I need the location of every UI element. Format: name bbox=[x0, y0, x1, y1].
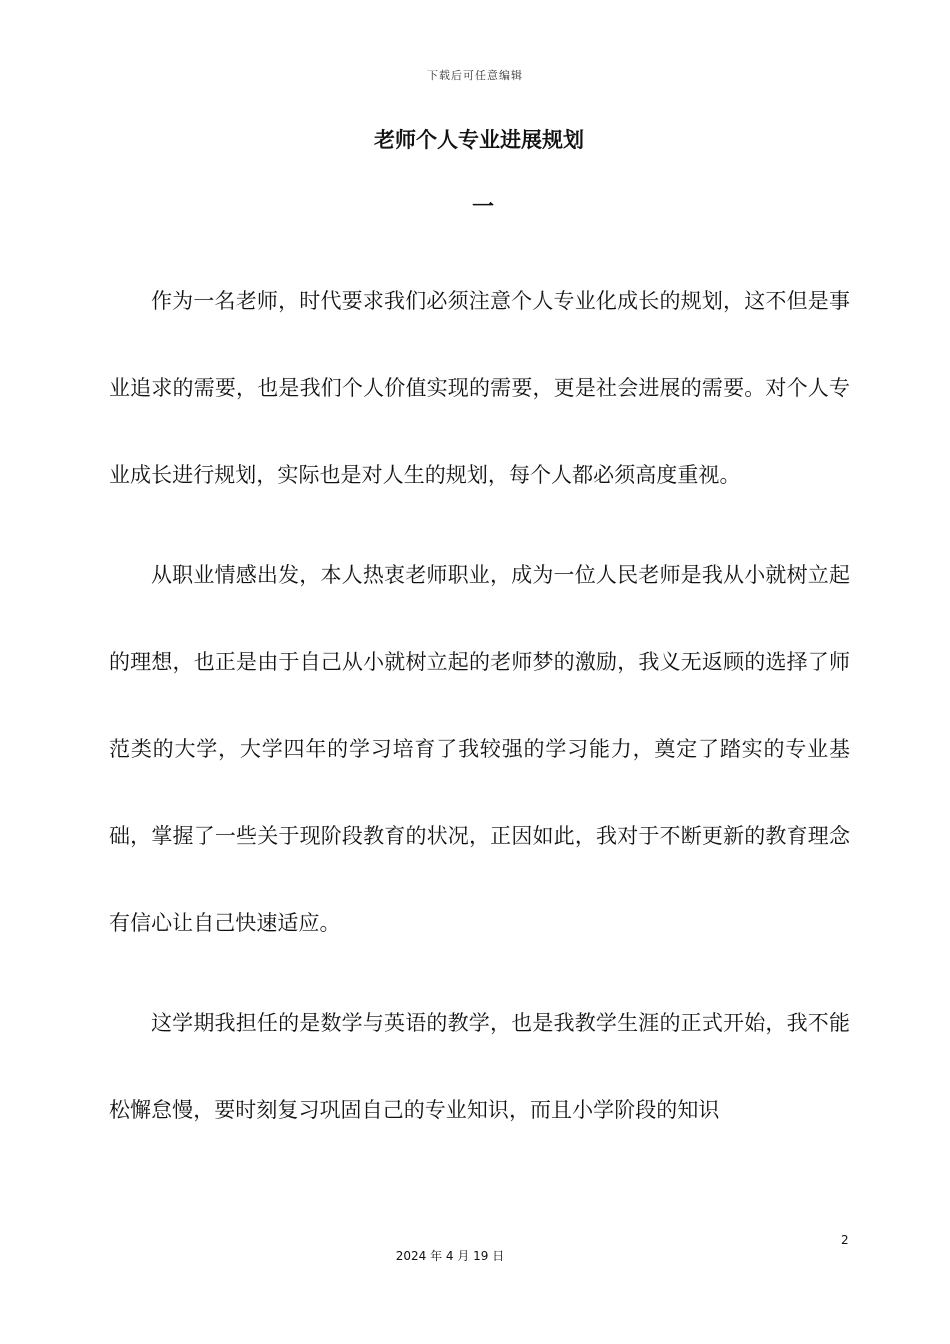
paragraph: 从职业情感出发，本人热衷老师职业，成为一位人民老师是我从小就树立起的理想，也正是由于自己从小就树立起的老师梦的激励，我义无返顾的选择了师范类的大学，大学四年的学习培育了我较强的学习能力，奠定了踏实的专业基础，掌握了一些关于现阶段教育的状况，正因如此，我对于不断更新的教育理念有信心让自己快速适应。 bbox=[109, 563, 850, 935]
paragraph: 作为一名老师，时代要求我们必须注意个人专业化成长的规划，这不但是事业追求的需要，也是我们个人价值实现的需要，更是社会进展的需要。对个人专业成长进行规划，实际也是对人生的规划，每个人都必须高度重视。 bbox=[109, 289, 850, 487]
section-number: 一 bbox=[471, 195, 494, 220]
footer-date: 2024 年 4 月 19 日 bbox=[395, 1249, 505, 1263]
document-title: 老师个人专业进展规划 bbox=[374, 128, 584, 152]
document-body bbox=[109, 258, 850, 1167]
paragraph: 这学期我担任的是数学与英语的教学，也是我教学生涯的正式开始，我不能松懈怠慢，要时刻复习巩固自己的专业知识，而且小学阶段的知识 bbox=[109, 1011, 850, 1122]
header-note: 下载后可任意编辑 bbox=[427, 69, 523, 82]
page-number: 2 bbox=[841, 1233, 849, 1247]
